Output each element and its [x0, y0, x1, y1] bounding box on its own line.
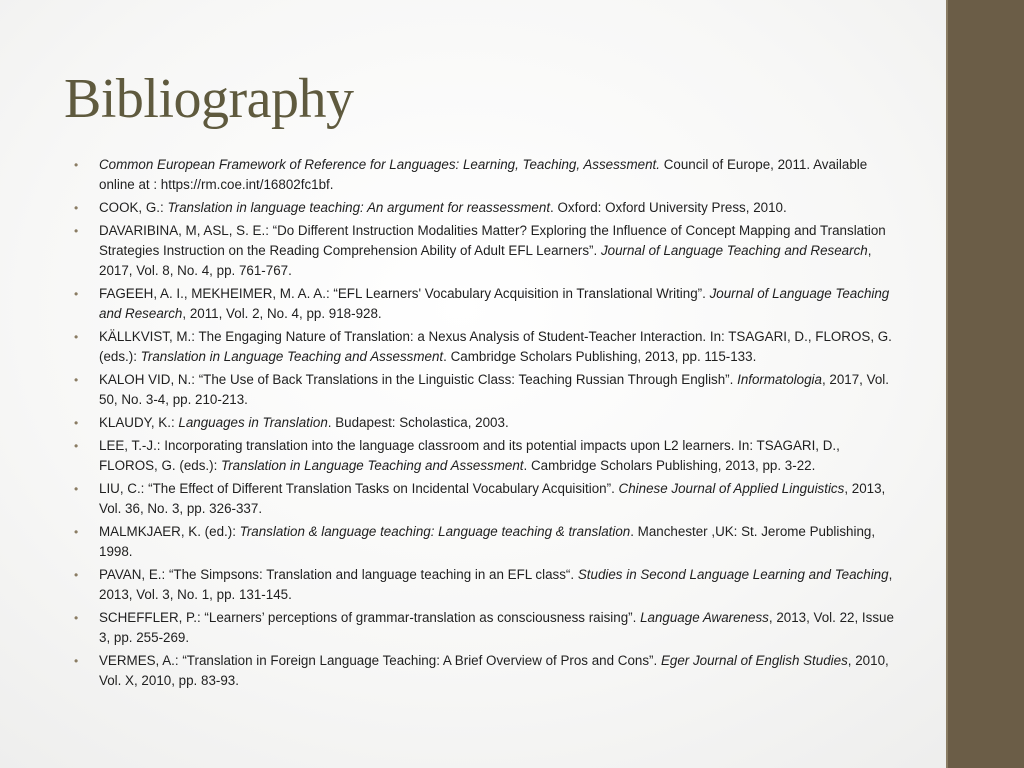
entry-text: DAVARIBINA, M, ASL, S. E.: “Do Different Instruction Modalities Matter? Exploring the Influence of Concept Mapping and Translation Strategies Instruction on the Reading Comprehension Ability of Adult EFL Learners”. — [99, 223, 886, 258]
entry-text: KALOH VID, N.: “The Use of Back Translations in the Linguistic Class: Teaching Russian Through English”. — [99, 372, 738, 387]
entry-title-italic: Language Awareness — [640, 610, 769, 625]
bibliography-entry — [72, 327, 900, 367]
entry-title-italic: Eger Journal of English Studies — [660, 653, 848, 668]
bibliography-entry — [72, 436, 900, 476]
entry-text: . Cambridge Scholars Publishing, 2013, pp. 115-133. — [443, 349, 757, 364]
entry-text: , 2013, Vol. 22, Issue 3, pp. 255-269. — [99, 610, 894, 645]
entry-title-italic: Studies in Second Language Learning and Teaching — [577, 567, 889, 582]
entry-text: SCHEFFLER, P.: “Learners’ perceptions of grammar-translation as consciousness raising”. — [99, 610, 641, 625]
entry-title-italic: Journal of Language Teaching and Research — [600, 243, 868, 258]
entry-text: FAGEEH, A. I., MEKHEIMER, M. A. A.: “EFL Learners' Vocabulary Acquisition in Translational Writing”. — [99, 286, 710, 301]
entry-text: KÄLLKVIST, M.: The Engaging Nature of Translation: a Nexus Analysis of Student-Teacher Interaction. In: TSAGARI, D., FLOROS, G. (eds.): — [99, 329, 892, 364]
bibliography-entry — [72, 651, 900, 691]
entry-text: MALMKJAER, K. (ed.): — [99, 524, 240, 539]
entry-title-italic: Translation in language teaching: An argument for reassessment — [167, 200, 551, 215]
right-accent-bar — [948, 0, 1024, 768]
bibliography-entry — [72, 413, 900, 433]
bibliography-list — [72, 155, 900, 694]
entry-title-italic: Translation in Language Teaching and Assessment — [221, 458, 524, 473]
entry-text: , 2013, Vol. 36, No. 3, pp. 326-337. — [99, 481, 886, 516]
entry-text: . Cambridge Scholars Publishing, 2013, pp. 3-22. — [523, 458, 816, 473]
entry-title-italic: Common European Framework of Reference for Languages: Learning, Teaching, Assessment. — [99, 157, 660, 172]
bibliography-entry — [72, 155, 900, 195]
entry-title-italic: Chinese Journal of Applied Linguistics — [618, 481, 845, 496]
entry-title-italic: Informatologia — [737, 372, 822, 387]
bibliography-entry — [72, 284, 900, 324]
bibliography-entry — [72, 608, 900, 648]
bibliography-entry — [72, 370, 900, 410]
entry-text: , 2017, Vol. 50, No. 3-4, pp. 210-213. — [99, 372, 889, 407]
entry-text: . Oxford: Oxford University Press, 2010. — [550, 200, 787, 215]
entry-text: VERMES, A.: “Translation in Foreign Language Teaching: A Brief Overview of Pros and Cons”. — [99, 653, 661, 668]
entry-text: . Manchester ,UK: St. Jerome Publishing, 1998. — [99, 524, 876, 559]
entry-text: , 2013, Vol. 3, No. 1, pp. 131-145. — [99, 567, 893, 602]
entry-text: , 2010, Vol. X, 2010, pp. 83-93. — [99, 653, 889, 688]
entry-text: COOK, G.: — [99, 200, 168, 215]
bibliography-entry — [72, 221, 900, 281]
bibliography-entry — [72, 198, 900, 218]
entry-text: LEE, T.-J.: Incorporating translation into the language classroom and its potential impacts upon L2 learners. In: TSAGARI, D., FLOROS, G. (eds.): — [99, 438, 840, 473]
entry-title-italic: Languages in Translation — [178, 415, 328, 430]
bibliography-entry — [72, 565, 900, 605]
entry-text: PAVAN, E.: “The Simpsons: Translation and language teaching in an EFL class“. — [99, 567, 578, 582]
entry-title-italic: Translation & language teaching: Language teaching & translation — [239, 524, 631, 539]
bibliography-entry — [72, 479, 900, 519]
entry-title-italic: Translation in Language Teaching and Assessment — [140, 349, 444, 364]
entry-text: . Budapest: Scholastica, 2003. — [327, 415, 509, 430]
entry-text: , 2017, Vol. 8, No. 4, pp. 761-767. — [99, 243, 872, 278]
slide-title: Bibliography — [64, 68, 354, 130]
entry-text: Council of Europe, 2011. Available online at : https://rm.coe.int/16802fc1bf. — [99, 157, 868, 192]
bibliography-entry — [72, 522, 900, 562]
entry-text: , 2011, Vol. 2, No. 4, pp. 918-928. — [182, 306, 382, 321]
entry-text: LIU, C.: “The Effect of Different Translation Tasks on Incidental Vocabulary Acquisition”. — [99, 481, 619, 496]
entry-text: KLAUDY, K.: — [99, 415, 179, 430]
entry-title-italic: Journal of Language Teaching and Research — [99, 286, 890, 321]
